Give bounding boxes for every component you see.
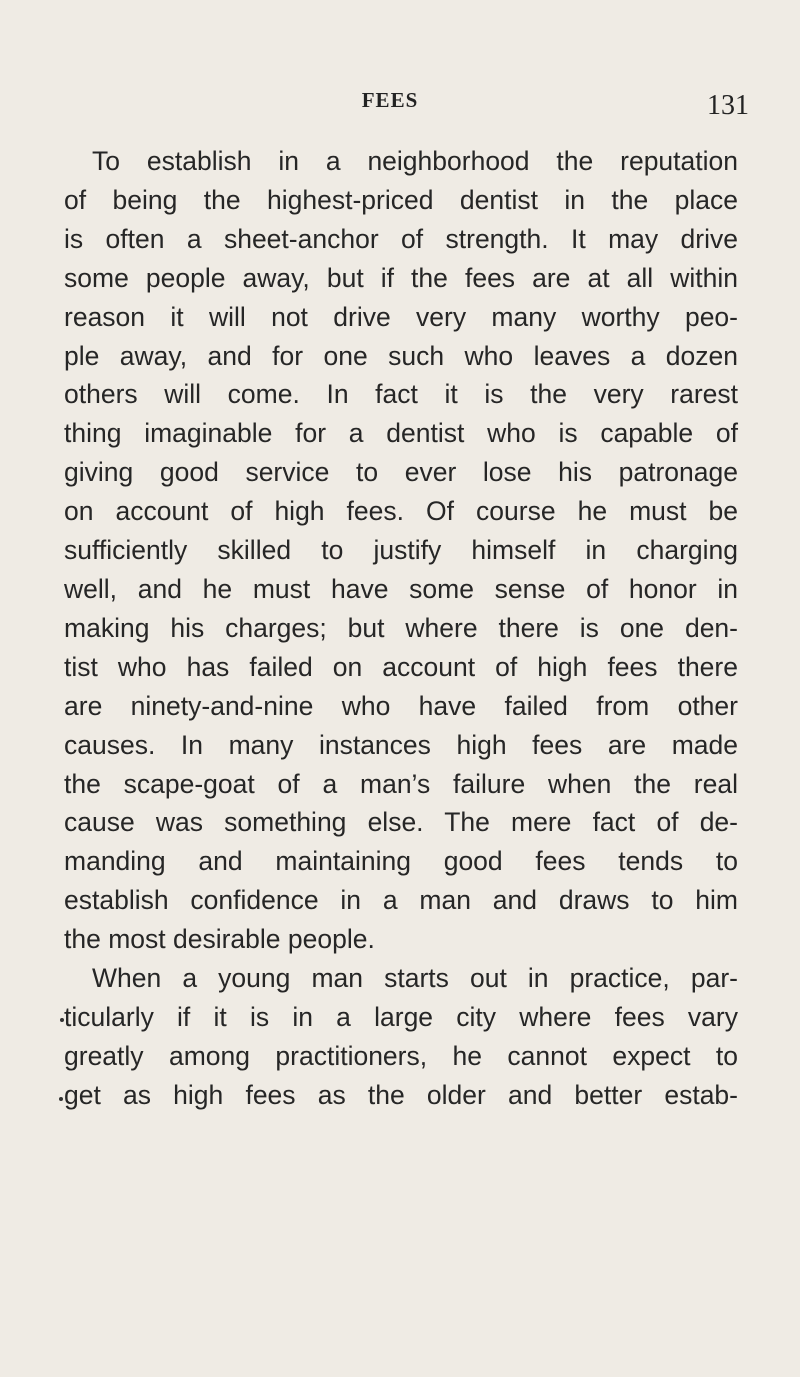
text-line: When a young man starts out in practice, par- — [92, 963, 738, 994]
text-line: ticularly if it is in a large city where fees vary — [64, 1001, 738, 1032]
text-line: To establish in a neighborhood the reputation — [92, 146, 738, 176]
text-line: ple away, and for one such who leaves a dozen — [64, 340, 738, 371]
text-line: sufficiently skilled to justify himself in charging — [64, 535, 738, 566]
page-number: 131 — [707, 90, 749, 121]
text-line: reason it will not drive very many worthy peo- — [64, 301, 738, 332]
text-line: cause was something else. The mere fact of de- — [64, 807, 738, 838]
margin-speck — [59, 1097, 63, 1101]
margin-speck — [60, 1018, 64, 1022]
text-line: well, and he must have some sense of honor in — [64, 573, 738, 604]
text-line: the scape-goat of a man’s failure when the real — [64, 768, 738, 799]
running-title: FEES — [361, 88, 419, 112]
text-line: making his charges; but where there is one den- — [64, 612, 738, 643]
text-line: some people away, but if the fees are at all within — [64, 262, 738, 293]
text-line: greatly among practitioners, he cannot expect to — [64, 1040, 738, 1071]
text-line: tist who has failed on account of high fees there — [64, 651, 738, 682]
text-line: the most desirable people. — [64, 924, 375, 955]
text-line: establish confidence in a man and draws to him — [64, 885, 738, 916]
text-line: giving good service to ever lose his patronage — [64, 457, 738, 488]
text-line: thing imaginable for a dentist who is capable of — [64, 418, 738, 449]
text-line: get as high fees as the older and better estab- — [64, 1079, 738, 1110]
text-line: on account of high fees. Of course he must be — [64, 496, 738, 527]
text-line: others will come. In fact it is the very rarest — [64, 379, 738, 410]
body-text — [64, 142, 738, 1115]
text-line: manding and maintaining good fees tends to — [64, 846, 738, 877]
text-line: of being the highest-priced dentist in the place — [64, 184, 738, 215]
text-line: are ninety-and-nine who have failed from other — [64, 690, 738, 721]
text-line: is often a sheet-anchor of strength. It may drive — [64, 223, 738, 254]
text-line: causes. In many instances high fees are made — [64, 729, 738, 760]
